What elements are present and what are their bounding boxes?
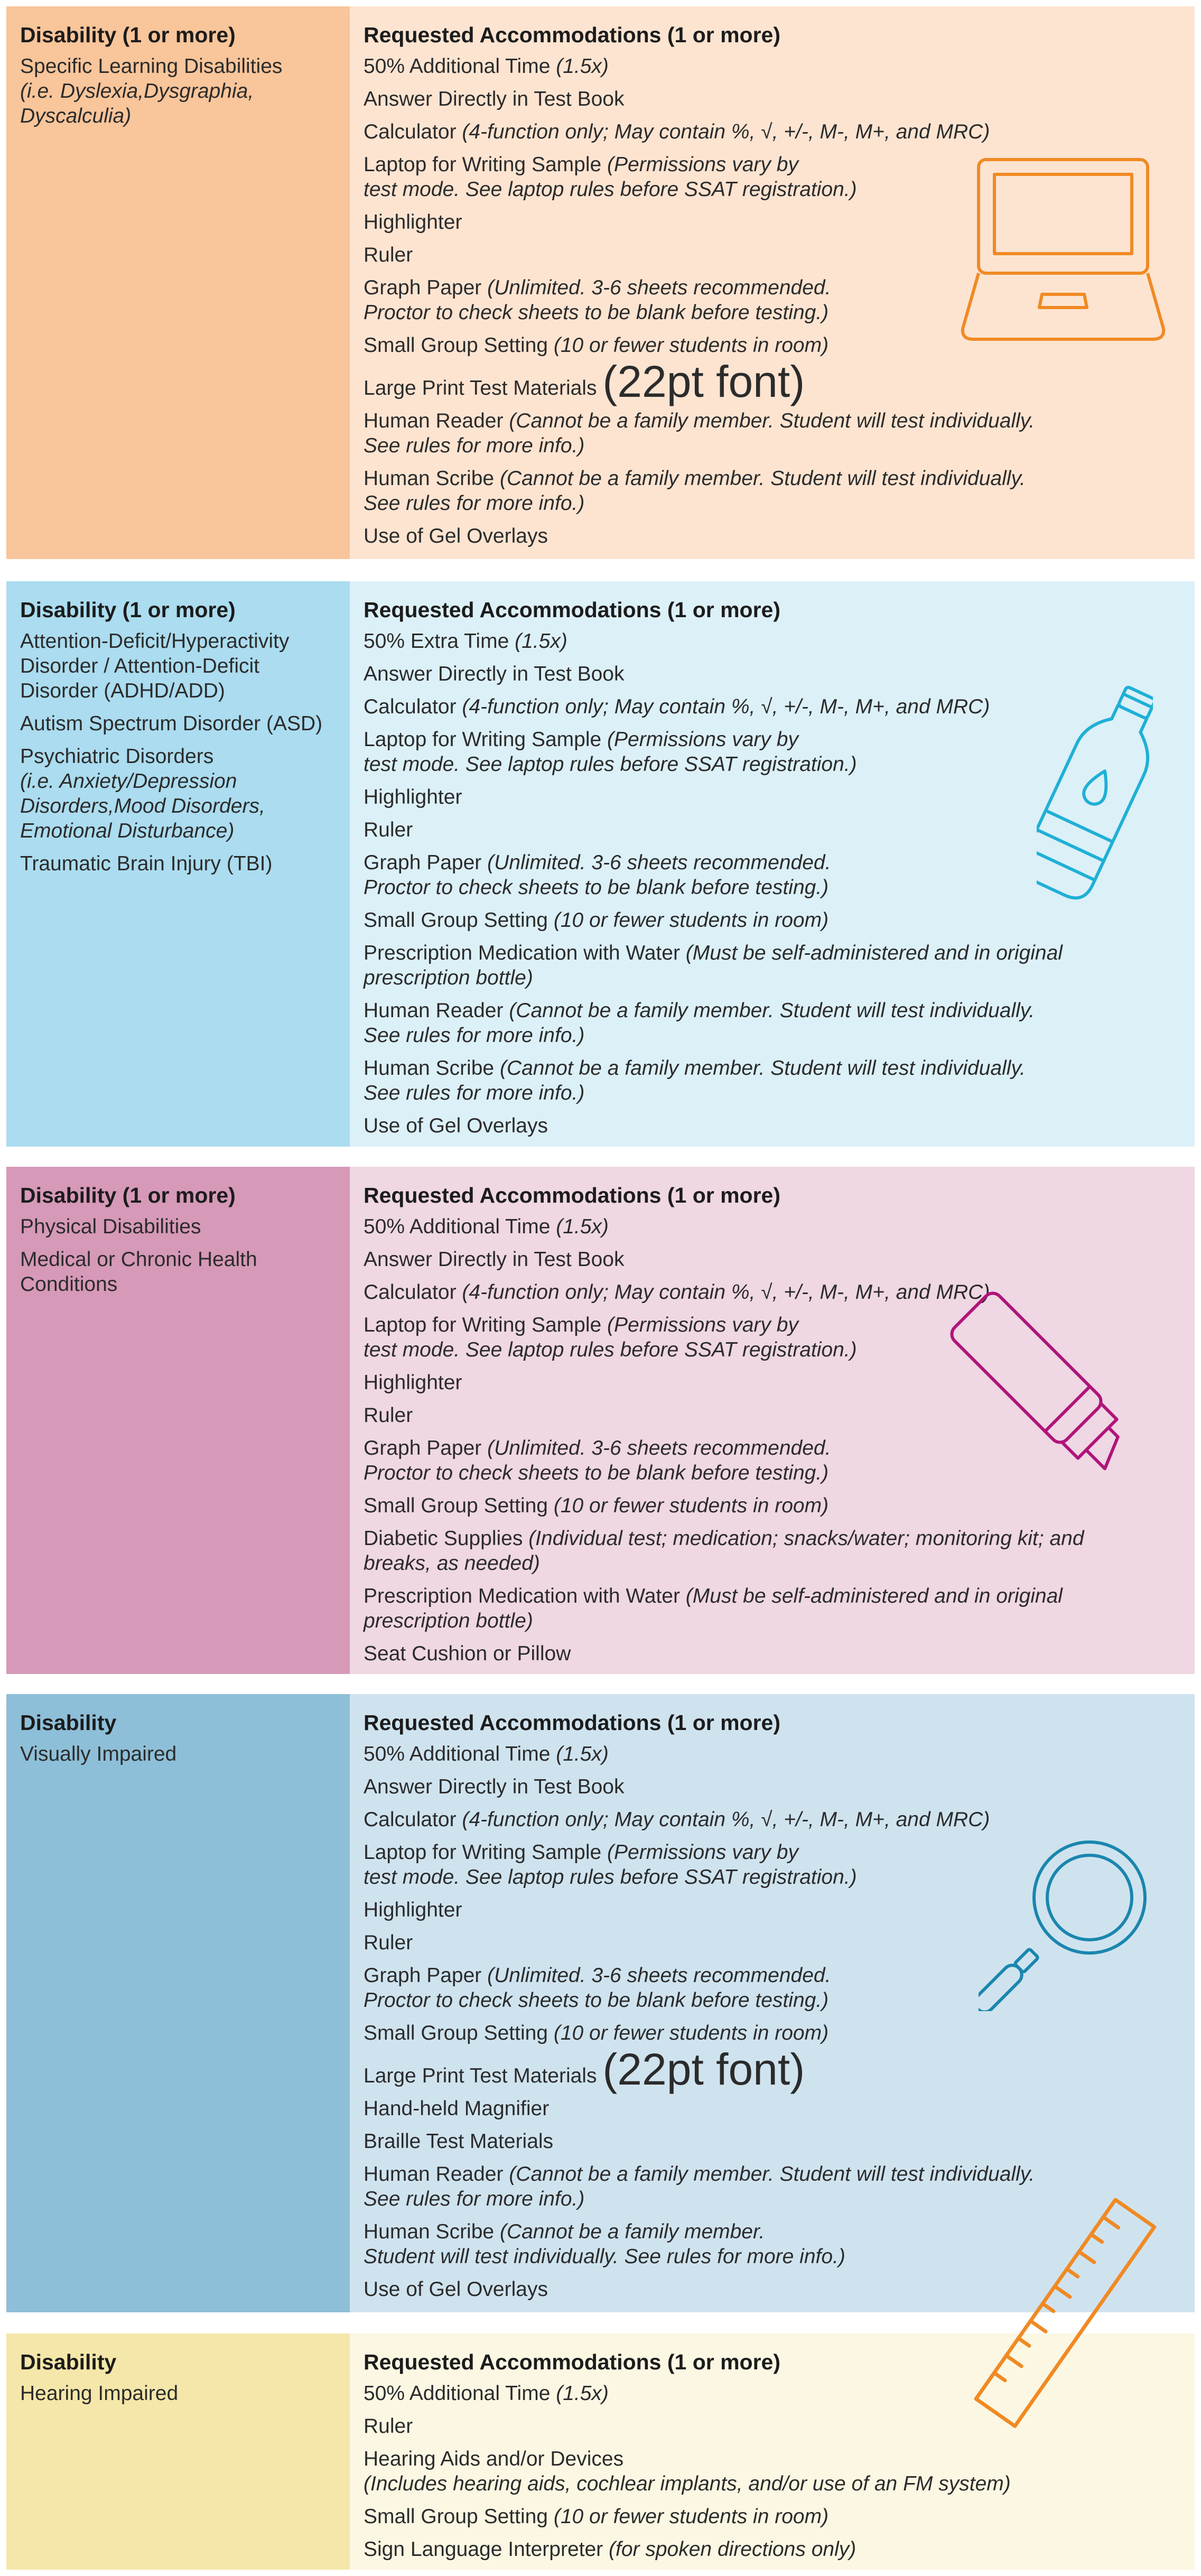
accommodation-item: Laptop for Writing Sample (Permissions vary by test mode. See laptop rules before SSAT registration.) <box>364 153 857 201</box>
section-adhd-autism-psychiatric <box>6 581 1195 1147</box>
accommodation-item: Braille Test Materials <box>364 2130 554 2153</box>
disability-heading: Disability (1 or more) <box>20 598 236 622</box>
large-font-note: (22pt font) <box>602 357 805 406</box>
section-physical-medical <box>6 1167 1195 1674</box>
accommodation-item: Highlighter <box>364 1371 462 1394</box>
accommodation-item: Ruler <box>364 2415 413 2438</box>
magnifier-icon <box>979 1831 1158 2011</box>
accommodation-item: Large Print Test Materials (22pt font) <box>364 357 805 406</box>
accommodations-heading: Requested Accommodations (1 or more) <box>364 1710 781 1735</box>
accommodation-item: Diabetic Supplies (Individual test; medication; snacks/water; monitoring kit; and breaks, as needed) <box>364 1527 1084 1575</box>
ruler-icon <box>972 2198 1162 2431</box>
disability-item: Psychiatric Disorders (i.e. Anxiety/Depression Disorders,Mood Disorders, Emotional Disturbance) <box>20 745 265 842</box>
accommodation-item: Laptop for Writing Sample (Permissions vary by test mode. See laptop rules before SSAT registration.) <box>364 728 857 776</box>
accommodation-item: Small Group Setting (10 or fewer students in room) <box>364 334 829 357</box>
accommodation-item: Prescription Medication with Water (Must be self-administered and in original prescription bottle) <box>364 942 1063 989</box>
accommodation-item: Large Print Test Materials (22pt font) <box>364 2044 805 2094</box>
disability-heading: Disability (1 or more) <box>20 1183 236 1207</box>
accommodation-item: 50% Additional Time (1.5x) <box>364 1743 609 1765</box>
water-bottle-icon <box>1037 676 1153 909</box>
accommodation-item: Human Scribe (Cannot be a family member. Student will test individually. See rules for more info.) <box>364 1057 1026 1104</box>
disability-item: Medical or Chronic Health Conditions <box>20 1248 257 1296</box>
accommodation-item: Graph Paper (Unlimited. 3-6 sheets recommended. Proctor to check sheets to be blank before testing.) <box>364 1437 831 1484</box>
accommodation-item: Calculator (4-function only; May contain %, √, +/-, M-, M+, and MRC) <box>364 695 990 718</box>
accommodation-item: Prescription Medication with Water (Must be self-administered and in original prescription bottle) <box>364 1585 1063 1632</box>
highlighter-icon <box>942 1288 1163 1500</box>
accommodation-item: Hand-held Magnifier <box>364 2097 550 2120</box>
accommodations-column <box>350 6 1195 559</box>
disability-heading: Disability (1 or more) <box>20 23 236 47</box>
accommodations-heading: Requested Accommodations (1 or more) <box>364 23 781 47</box>
accommodation-item: Small Group Setting (10 or fewer students in room) <box>364 909 829 932</box>
accommodation-item: Ruler <box>364 244 413 266</box>
accommodation-item: Calculator (4-function only; May contain %, √, +/-, M-, M+, and MRC) <box>364 120 990 143</box>
accommodation-item: 50% Extra Time (1.5x) <box>364 630 567 653</box>
accommodation-item: Small Group Setting (10 or fewer students in room) <box>364 2505 829 2528</box>
accommodation-item: Ruler <box>364 819 413 841</box>
accommodations-column <box>350 581 1195 1147</box>
disability-item: Traumatic Brain Injury (TBI) <box>20 852 273 875</box>
accommodation-item: Sign Language Interpreter (for spoken directions only) <box>364 2538 856 2561</box>
accommodation-item: Human Reader (Cannot be a family member. Student will test individually. See rules for more info.) <box>364 2163 1035 2210</box>
disability-item: Attention-Deficit/Hyperactivity Disorder / Attention-Deficit Disorder (ADHD/ADD) <box>20 630 290 702</box>
accommodation-item: Graph Paper (Unlimited. 3-6 sheets recommended. Proctor to check sheets to be blank before testing.) <box>364 1964 831 2012</box>
accommodation-item: Ruler <box>364 1931 413 1954</box>
large-font-note: (22pt font) <box>602 2044 805 2094</box>
accommodation-item: Use of Gel Overlays <box>364 2278 548 2301</box>
disability-column <box>6 581 350 1147</box>
accommodation-item: Seat Cushion or Pillow <box>364 1642 571 1665</box>
disability-item: Physical Disabilities <box>20 1215 201 1238</box>
accommodation-item: Highlighter <box>364 786 462 808</box>
disability-item: Hearing Impaired <box>20 2382 179 2405</box>
accommodation-item: Small Group Setting (10 or fewer students in room) <box>364 1494 829 1517</box>
accommodations-heading: Requested Accommodations (1 or more) <box>364 598 781 622</box>
accommodation-item: Laptop for Writing Sample (Permissions vary by test mode. See laptop rules before SSAT registration.) <box>364 1841 857 1889</box>
accommodation-item: Use of Gel Overlays <box>364 525 548 547</box>
disability-heading: Disability <box>20 2350 117 2374</box>
accommodation-item: Graph Paper (Unlimited. 3-6 sheets recommended. Proctor to check sheets to be blank before testing.) <box>364 276 831 324</box>
accommodations-heading: Requested Accommodations (1 or more) <box>364 2350 781 2374</box>
disability-item: Visually Impaired <box>20 1743 177 1765</box>
accommodation-item: 50% Additional Time (1.5x) <box>364 2382 609 2405</box>
accommodation-item: Calculator (4-function only; May contain %, √, +/-, M-, M+, and MRC) <box>364 1808 990 1831</box>
accommodation-item: Highlighter <box>364 211 462 234</box>
disability-column <box>6 6 350 559</box>
disability-item: Autism Spectrum Disorder (ASD) <box>20 712 323 735</box>
accommodations-column <box>350 1167 1195 1674</box>
accommodation-item: Human Reader (Cannot be a family member. Student will test individually. See rules for more info.) <box>364 410 1035 457</box>
accommodation-item: Human Scribe (Cannot be a family member. Student will test individually. See rules for more info.) <box>364 467 1026 515</box>
accommodation-item: Calculator (4-function only; May contain %, √, +/-, M-, M+, and MRC) <box>364 1281 990 1304</box>
accommodation-item: Answer Directly in Test Book <box>364 1775 625 1798</box>
accommodation-item: Answer Directly in Test Book <box>364 663 625 685</box>
laptop-icon <box>957 154 1169 355</box>
disability-heading: Disability <box>20 1710 117 1735</box>
disability-column <box>6 2333 350 2570</box>
accommodation-item: Ruler <box>364 1404 413 1427</box>
section-learning-disabilities <box>6 6 1195 559</box>
accommodation-item: Use of Gel Overlays <box>364 1114 548 1137</box>
accommodations-heading: Requested Accommodations (1 or more) <box>364 1183 781 1207</box>
accommodation-item: Answer Directly in Test Book <box>364 1248 625 1271</box>
disability-column <box>6 1694 350 2312</box>
accommodation-item: Human Reader (Cannot be a family member. Student will test individually. See rules for more info.) <box>364 999 1035 1047</box>
accommodation-item: Highlighter <box>364 1899 462 1921</box>
accommodation-item: Laptop for Writing Sample (Permissions vary by test mode. See laptop rules before SSAT registration.) <box>364 1314 857 1361</box>
accommodation-item: Graph Paper (Unlimited. 3-6 sheets recommended. Proctor to check sheets to be blank before testing.) <box>364 851 831 899</box>
accommodation-item: 50% Additional Time (1.5x) <box>364 55 609 78</box>
accommodation-item: Hearing Aids and/or Devices (Includes hearing aids, cochlear implants, and/or use of an FM system) <box>364 2448 1011 2495</box>
accommodation-item: Answer Directly in Test Book <box>364 88 625 110</box>
accommodation-item: Human Scribe (Cannot be a family member. Student will test individually. See rules for more info.) <box>364 2220 845 2268</box>
accommodation-item: 50% Additional Time (1.5x) <box>364 1215 609 1238</box>
disability-column <box>6 1167 350 1674</box>
accommodation-item: Small Group Setting (10 or fewer students in room) <box>364 2022 829 2044</box>
disability-item: Specific Learning Disabilities (i.e. Dyslexia,Dysgraphia, Dyscalculia) <box>20 55 283 127</box>
